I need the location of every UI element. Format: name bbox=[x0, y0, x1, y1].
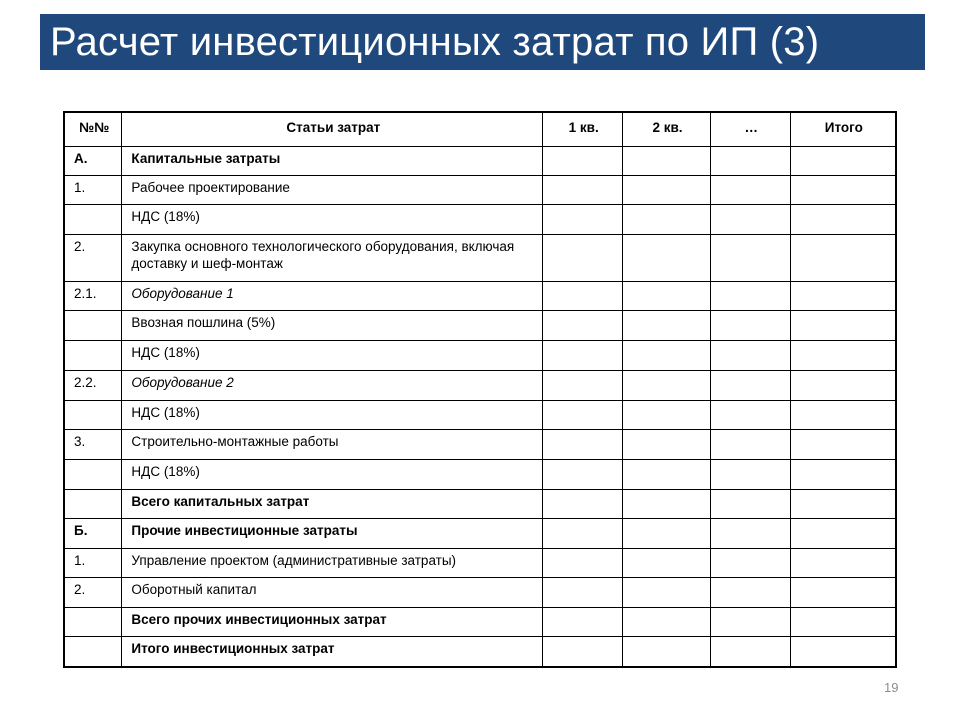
row-cost-item: НДС (18%) bbox=[122, 205, 543, 235]
table-row bbox=[64, 549, 896, 578]
row-value-ellipsis bbox=[710, 608, 790, 637]
row-cost-item: Всего капитальных затрат bbox=[122, 490, 543, 519]
row-value-ellipsis bbox=[710, 519, 790, 549]
row-cost-item: НДС (18%) bbox=[122, 341, 543, 371]
row-value-q2 bbox=[623, 311, 711, 341]
table-row bbox=[64, 490, 896, 519]
header-q1: 1 кв. bbox=[543, 112, 623, 147]
row-value-ellipsis bbox=[710, 176, 790, 205]
row-value-ellipsis bbox=[710, 460, 790, 490]
row-cost-item: Итого инвестиционных затрат bbox=[122, 637, 543, 668]
table-row bbox=[64, 608, 896, 637]
row-value-q1 bbox=[543, 341, 623, 371]
row-value-q1 bbox=[543, 235, 623, 282]
row-value-total bbox=[790, 311, 896, 341]
row-value-q1 bbox=[543, 176, 623, 205]
row-cost-item: Рабочее проектирование bbox=[122, 176, 543, 205]
row-value-q1 bbox=[543, 282, 623, 311]
row-value-q1 bbox=[543, 401, 623, 430]
row-number: 2. bbox=[64, 578, 122, 608]
row-cost-item: НДС (18%) bbox=[122, 401, 543, 430]
row-value-total bbox=[790, 205, 896, 235]
table-row bbox=[64, 519, 896, 549]
page-number: 19 bbox=[884, 680, 899, 695]
row-number: 2.2. bbox=[64, 371, 122, 401]
row-value-ellipsis bbox=[710, 341, 790, 371]
row-cost-item: Прочие инвестиционные затраты bbox=[122, 519, 543, 549]
row-cost-item: Закупка основного технологического оборудования, включая доставку и шеф-монтаж bbox=[122, 235, 543, 282]
row-cost-item: Оборудование 2 bbox=[122, 371, 543, 401]
row-value-q2 bbox=[623, 490, 711, 519]
table-row bbox=[64, 578, 896, 608]
row-number bbox=[64, 608, 122, 637]
row-value-q1 bbox=[543, 519, 623, 549]
table-row bbox=[64, 430, 896, 460]
table-row bbox=[64, 341, 896, 371]
investment-costs-table bbox=[63, 111, 897, 668]
header-number: №№ bbox=[64, 112, 122, 147]
row-value-q1 bbox=[543, 549, 623, 578]
row-value-ellipsis bbox=[710, 235, 790, 282]
row-number bbox=[64, 637, 122, 668]
table-body bbox=[64, 147, 896, 668]
row-value-total bbox=[790, 519, 896, 549]
row-value-ellipsis bbox=[710, 637, 790, 668]
table-row bbox=[64, 371, 896, 401]
header-q2: 2 кв. bbox=[623, 112, 711, 147]
table-header-row bbox=[64, 112, 896, 147]
header-total: Итого bbox=[790, 112, 896, 147]
row-number bbox=[64, 460, 122, 490]
row-value-q2 bbox=[623, 460, 711, 490]
row-value-ellipsis bbox=[710, 430, 790, 460]
row-value-ellipsis bbox=[710, 147, 790, 176]
row-value-total bbox=[790, 430, 896, 460]
row-value-total bbox=[790, 637, 896, 668]
row-value-q2 bbox=[623, 401, 711, 430]
row-value-total bbox=[790, 235, 896, 282]
row-value-ellipsis bbox=[710, 311, 790, 341]
row-number bbox=[64, 490, 122, 519]
row-value-q2 bbox=[623, 282, 711, 311]
row-cost-item: Оборотный капитал bbox=[122, 578, 543, 608]
row-value-ellipsis bbox=[710, 490, 790, 519]
row-value-total bbox=[790, 176, 896, 205]
row-value-q1 bbox=[543, 637, 623, 668]
row-value-q1 bbox=[543, 608, 623, 637]
row-cost-item: Капитальные затраты bbox=[122, 147, 543, 176]
title-bar bbox=[40, 14, 925, 70]
row-number bbox=[64, 401, 122, 430]
row-value-q2 bbox=[623, 176, 711, 205]
row-value-total bbox=[790, 147, 896, 176]
row-value-q1 bbox=[543, 490, 623, 519]
slide-title: Расчет инвестиционных затрат по ИП (3) bbox=[50, 19, 820, 64]
row-value-q2 bbox=[623, 235, 711, 282]
row-value-q2 bbox=[623, 578, 711, 608]
row-value-total bbox=[790, 401, 896, 430]
header-cost-items: Статьи затрат bbox=[122, 112, 543, 147]
row-value-q1 bbox=[543, 147, 623, 176]
table-row bbox=[64, 205, 896, 235]
row-value-ellipsis bbox=[710, 578, 790, 608]
row-value-q2 bbox=[623, 371, 711, 401]
row-value-total bbox=[790, 578, 896, 608]
row-number: Б. bbox=[64, 519, 122, 549]
table-row bbox=[64, 311, 896, 341]
row-cost-item: Строительно-монтажные работы bbox=[122, 430, 543, 460]
row-cost-item: НДС (18%) bbox=[122, 460, 543, 490]
row-value-q1 bbox=[543, 460, 623, 490]
row-value-total bbox=[790, 341, 896, 371]
row-number bbox=[64, 205, 122, 235]
table-row bbox=[64, 637, 896, 668]
table-row bbox=[64, 282, 896, 311]
row-value-ellipsis bbox=[710, 282, 790, 311]
row-number: 1. bbox=[64, 176, 122, 205]
row-value-ellipsis bbox=[710, 205, 790, 235]
header-ellipsis: … bbox=[710, 112, 790, 147]
row-cost-item: Управление проектом (административные затраты) bbox=[122, 549, 543, 578]
row-cost-item: Ввозная пошлина (5%) bbox=[122, 311, 543, 341]
row-number: 2. bbox=[64, 235, 122, 282]
table-row bbox=[64, 401, 896, 430]
row-number: 2.1. bbox=[64, 282, 122, 311]
row-value-q2 bbox=[623, 519, 711, 549]
table-row bbox=[64, 147, 896, 176]
row-number bbox=[64, 341, 122, 371]
table-row bbox=[64, 235, 896, 282]
row-value-ellipsis bbox=[710, 371, 790, 401]
row-number: 3. bbox=[64, 430, 122, 460]
row-cost-item: Всего прочих инвестиционных затрат bbox=[122, 608, 543, 637]
row-value-q2 bbox=[623, 205, 711, 235]
row-number: 1. bbox=[64, 549, 122, 578]
row-number bbox=[64, 311, 122, 341]
row-number: А. bbox=[64, 147, 122, 176]
row-value-q1 bbox=[543, 205, 623, 235]
row-value-q2 bbox=[623, 430, 711, 460]
row-value-q1 bbox=[543, 311, 623, 341]
row-value-total bbox=[790, 460, 896, 490]
row-value-total bbox=[790, 549, 896, 578]
table-row bbox=[64, 460, 896, 490]
row-value-q1 bbox=[543, 430, 623, 460]
row-cost-item: Оборудование 1 bbox=[122, 282, 543, 311]
row-value-total bbox=[790, 608, 896, 637]
row-value-total bbox=[790, 282, 896, 311]
row-value-total bbox=[790, 490, 896, 519]
row-value-q2 bbox=[623, 549, 711, 578]
row-value-q2 bbox=[623, 608, 711, 637]
row-value-q2 bbox=[623, 341, 711, 371]
row-value-q2 bbox=[623, 637, 711, 668]
row-value-q2 bbox=[623, 147, 711, 176]
row-value-ellipsis bbox=[710, 549, 790, 578]
row-value-q1 bbox=[543, 578, 623, 608]
row-value-ellipsis bbox=[710, 401, 790, 430]
row-value-q1 bbox=[543, 371, 623, 401]
row-value-total bbox=[790, 371, 896, 401]
table-row bbox=[64, 176, 896, 205]
